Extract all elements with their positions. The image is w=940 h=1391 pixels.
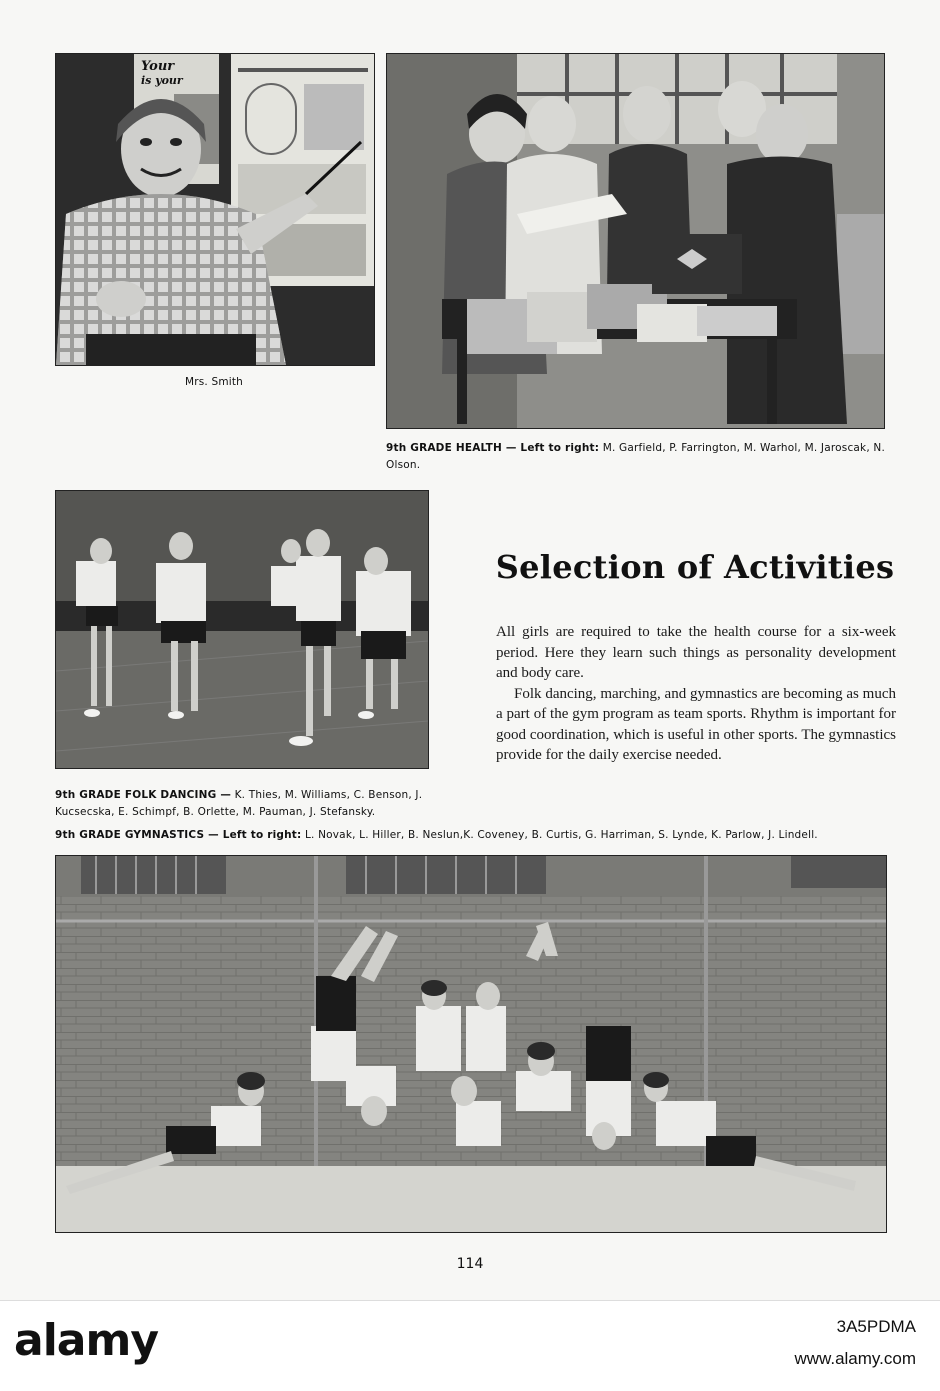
stock-footer [0, 1300, 940, 1391]
folk-dancing-caption-label: 9th GRADE FOLK DANCING — [55, 789, 232, 801]
article-paragraph-1: All girls are required to take the health course for a six-week period. Here they learn such things as personality development and body care. [496, 624, 896, 681]
folk-dancing-photo [55, 490, 429, 769]
image-id: 3A5PDMA [836, 1317, 916, 1336]
article-paragraph-2: Folk dancing, marching, and gymnastics are becoming as much a part of the gym program as team sports. Rhythm is important for good coordination, which is useful in other sports. The gymnastics provide for the daily exercise needed. [496, 685, 896, 763]
health-caption-names: M. Garfield, P. Farrington, M. Warhol, M. Jaroscak, N. Olson. [386, 442, 885, 471]
svg-text:is your: is your [141, 74, 183, 87]
folk-dancing-caption-names: K. Thies, M. Williams, C. Benson, J. Kucsecska, E. Schimpf, B. Orlette, M. Pauman, J. Stefansky. [55, 789, 423, 818]
article-body [496, 622, 896, 766]
gymnastics-caption-names: L. Novak, L. Hiller, B. Neslun,K. Coveney, B. Curtis, G. Harriman, S. Lynde, K. Parlow, J. Lindell. [304, 829, 818, 841]
health-caption [386, 440, 886, 474]
teacher-caption: Mrs. Smith [184, 376, 244, 388]
health-caption-label: 9th GRADE HEALTH — Left to right: [386, 442, 600, 454]
page-number: 114 [456, 1256, 484, 1272]
gymnastics-caption [55, 827, 895, 844]
alamy-logo: alamy [14, 1315, 158, 1366]
teacher-photo [55, 53, 375, 366]
health-class-photo [386, 53, 885, 429]
gymnastics-photo [55, 855, 887, 1233]
footer-url[interactable]: www.alamy.com [794, 1349, 916, 1368]
gymnastics-caption-label: 9th GRADE GYMNASTICS — Left to right: [55, 829, 302, 841]
article-headline: Selection of Activities [495, 548, 895, 586]
folk-dancing-caption [55, 787, 435, 821]
svg-text:Your: Your [141, 59, 175, 74]
